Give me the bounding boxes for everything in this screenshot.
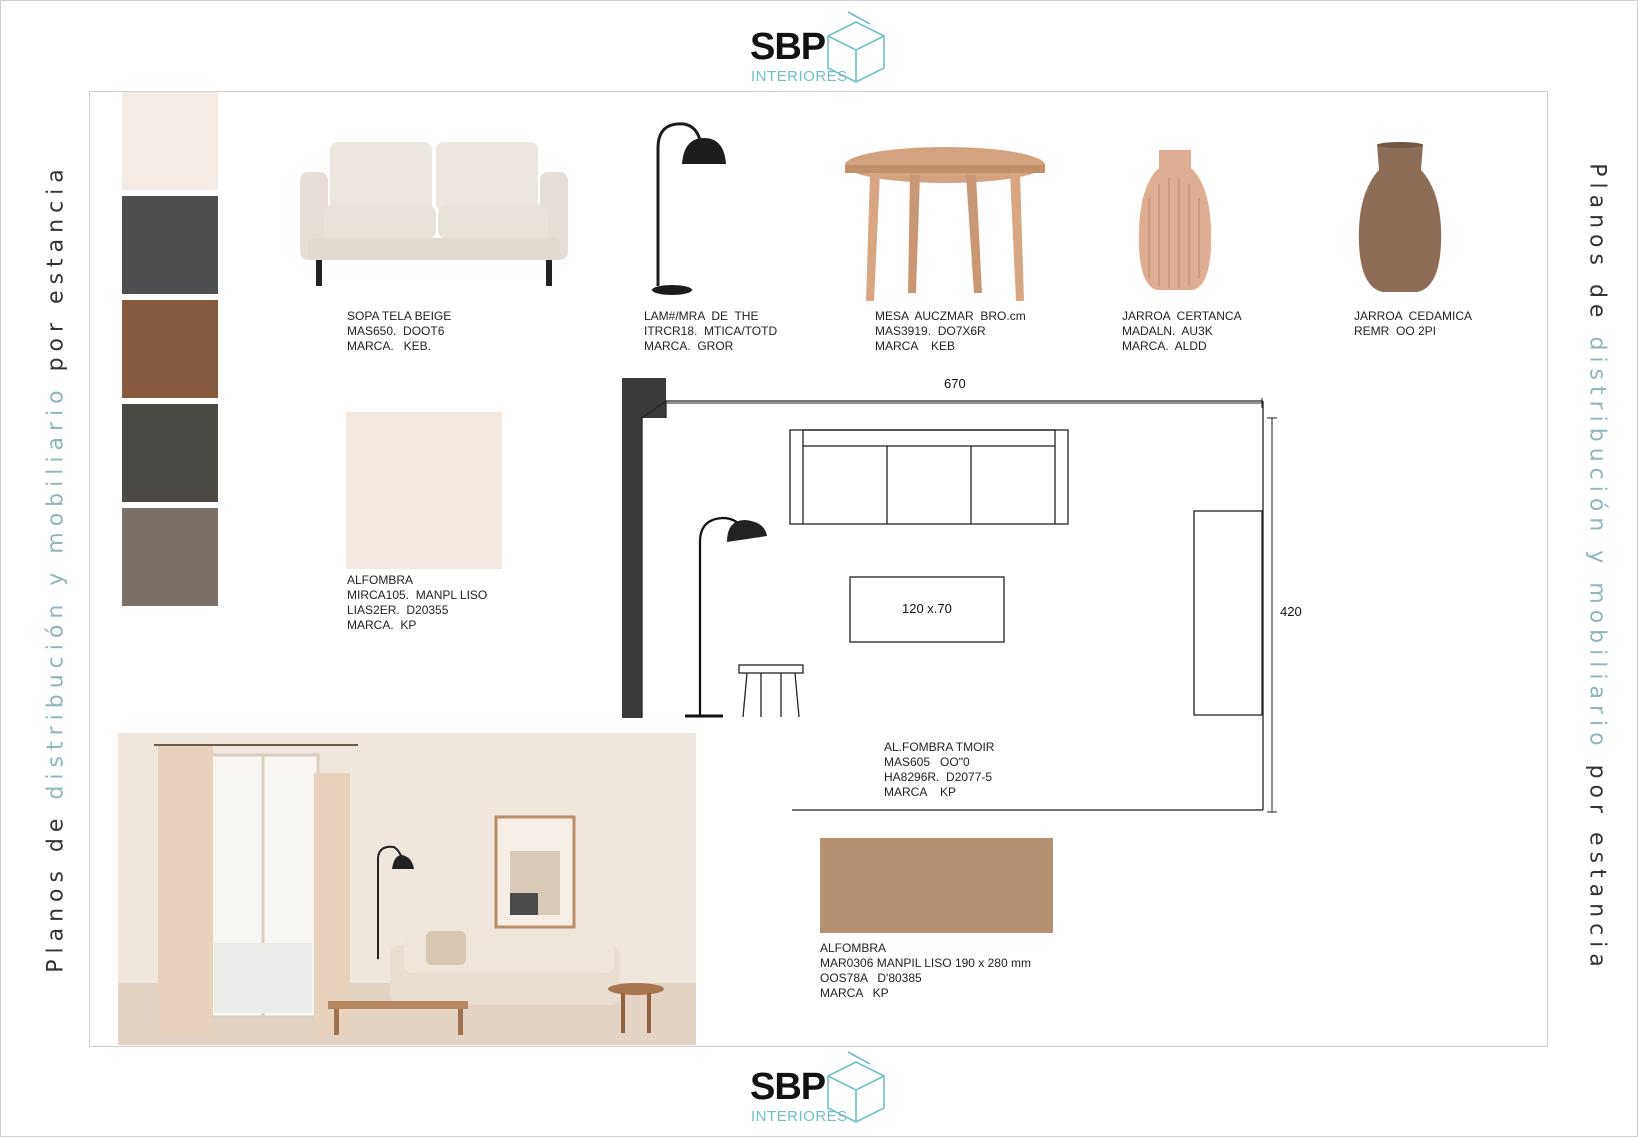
caption-line: MAR0306 MANPIL LISO 190 x 280 mm	[820, 956, 1031, 970]
caption-line: HA8296R. D2077-5	[884, 770, 993, 784]
side-title-part: Planos de	[43, 799, 69, 973]
color-swatch	[122, 196, 218, 294]
plan-sofa	[790, 430, 1068, 524]
side-title-part: Planos de	[1584, 163, 1610, 337]
caption-line: MARCA KEB	[875, 339, 956, 353]
brand-name: SBP	[750, 1066, 826, 1108]
brand-subtitle: INTERIORES	[751, 68, 848, 85]
brand-logo-bottom	[750, 1050, 900, 1130]
color-swatch	[122, 92, 218, 190]
caption-line: REMR OO 2PI	[1354, 324, 1437, 338]
caption-line: MARCA. KEB.	[347, 339, 432, 353]
caption-line: MESA AUCZMAR BRO.cm	[875, 309, 1026, 323]
caption-line: MIRCA105. MANPL LISO	[347, 588, 488, 602]
product-caption-vase-2	[1354, 309, 1472, 339]
caption-line: JARROA CERTANCA	[1122, 309, 1242, 323]
plan-rug-caption	[884, 740, 994, 800]
caption-line: ITRCR18. MTICA/TOTD	[644, 324, 778, 338]
caption-line: MARCA. GROR	[644, 339, 734, 353]
rug-caption-brown	[820, 941, 1031, 1001]
caption-line: JARROA CEDAMICA	[1354, 309, 1473, 323]
product-caption-sofa	[347, 309, 451, 354]
caption-line: OOS78A D'80385	[820, 971, 922, 985]
plan-width-label: 670	[944, 376, 966, 391]
caption-line: LAM#/MRA DE THE	[644, 309, 759, 323]
plan-tv-unit	[1194, 511, 1262, 715]
floor-lamp-image	[640, 118, 730, 298]
side-title-part: por estancia	[1584, 751, 1610, 973]
caption-line: AL.FOMBRA TMOIR	[884, 740, 995, 754]
cube-logo-icon	[820, 1050, 892, 1128]
rug-swatch-brown	[820, 838, 1053, 933]
caption-line: MADALN. AU3K	[1122, 324, 1213, 338]
side-title-right	[1585, 163, 1610, 973]
color-swatch	[122, 508, 218, 606]
brand-name: SBP	[750, 26, 826, 68]
round-table-image	[840, 145, 1050, 305]
product-caption-vase-1	[1122, 309, 1242, 354]
brand-logo-top	[750, 10, 900, 90]
side-title-highlight: distribución y mobiliario	[43, 384, 69, 800]
plan-height-label: 420	[1280, 604, 1302, 619]
caption-line: ALFOMBRA	[820, 941, 887, 955]
plan-wall	[622, 378, 642, 718]
product-caption-table	[875, 309, 1026, 354]
product-caption-lamp	[644, 309, 777, 354]
plan-table-label: 120 x.70	[902, 601, 952, 616]
caption-line: SOPA TELA BEIGE	[347, 309, 452, 323]
caption-line: ALFOMBRA	[347, 573, 414, 587]
caption-line: MAS650. DOOT6	[347, 324, 445, 338]
caption-line: MARCA KP	[884, 785, 957, 799]
caption-line: MAS605 OO"0	[884, 755, 970, 769]
caption-line: MARCA. KP	[347, 618, 417, 632]
plan-stool	[739, 665, 803, 717]
caption-line: MARCA KP	[820, 986, 889, 1000]
plan-lamp	[685, 518, 767, 716]
plan-wall	[642, 378, 666, 418]
side-title-left	[44, 163, 69, 973]
rug-swatch-light	[346, 412, 502, 569]
caption-line: MAS3919. DO7X6R	[875, 324, 986, 338]
rug-caption-light	[347, 573, 487, 633]
color-swatch	[122, 404, 218, 502]
caption-line: MARCA. ALDD	[1122, 339, 1207, 353]
room-render-image	[118, 733, 696, 1045]
ceramic-vase-image	[1355, 140, 1445, 295]
sofa-image	[300, 138, 590, 288]
side-title-part: por estancia	[43, 163, 69, 385]
caption-line: LIAS2ER. D20355	[347, 603, 449, 617]
color-swatch	[122, 300, 218, 398]
ribbed-vase-image	[1135, 148, 1215, 294]
brand-subtitle: INTERIORES	[751, 1108, 848, 1125]
side-title-highlight: distribución y mobiliario	[1584, 336, 1610, 752]
cube-logo-icon	[820, 10, 892, 88]
